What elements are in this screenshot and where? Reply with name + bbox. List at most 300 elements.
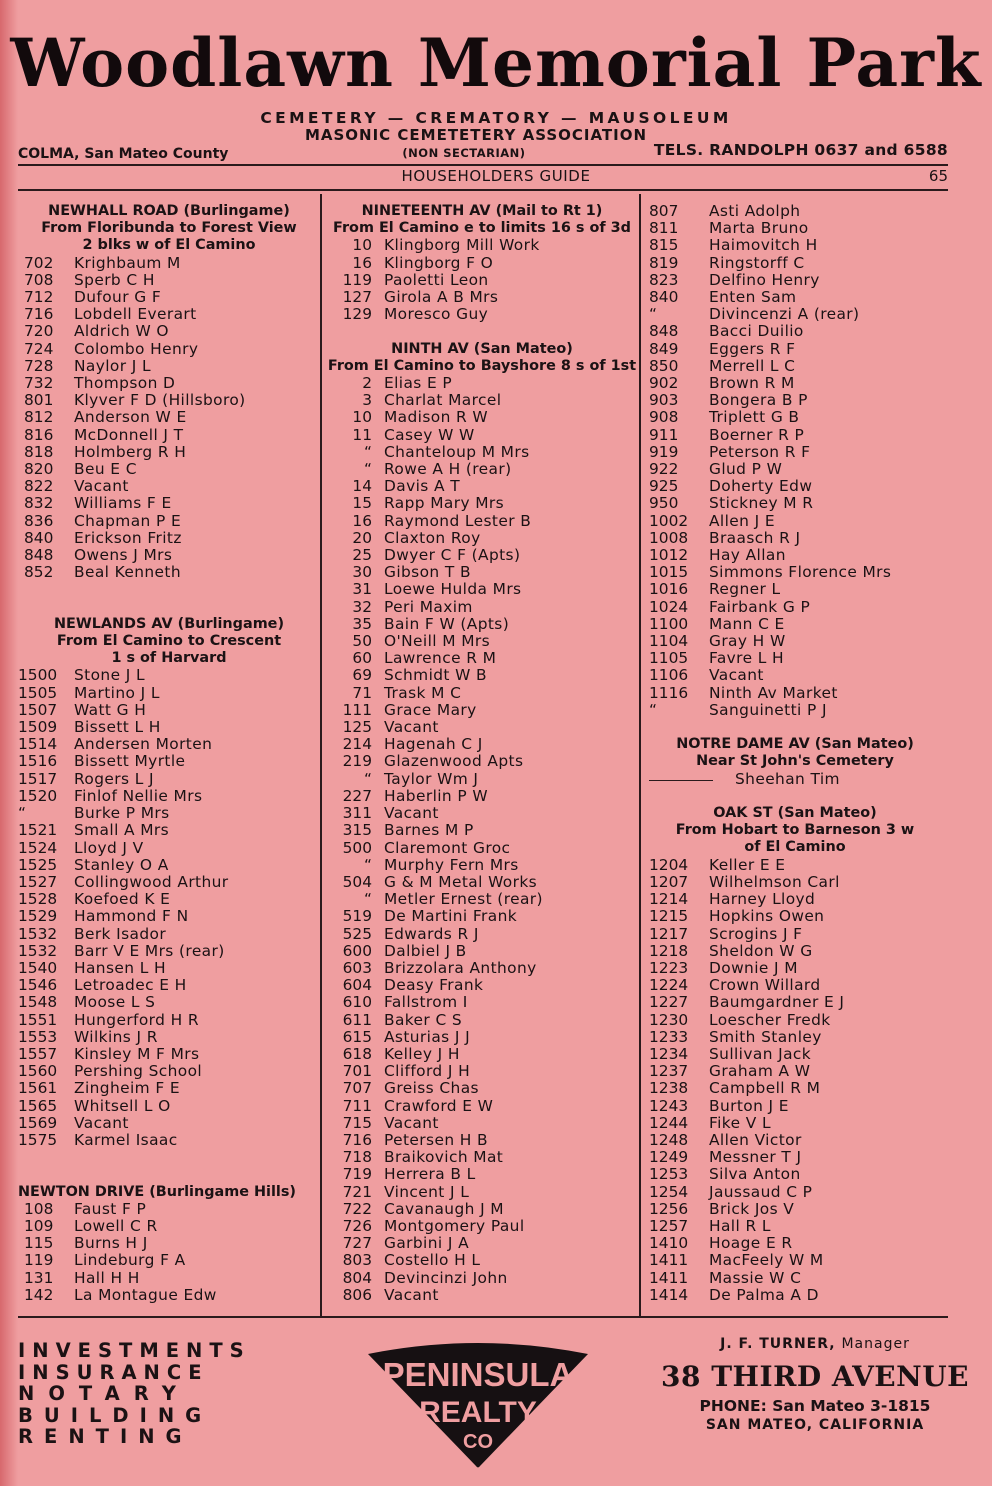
house-number: 1104 bbox=[649, 632, 689, 651]
section-spacer bbox=[645, 719, 945, 736]
directory-entry bbox=[18, 977, 320, 994]
house-number: 1256 bbox=[649, 1199, 689, 1218]
directory-entry bbox=[645, 306, 945, 323]
house-number: 727 bbox=[342, 1234, 372, 1253]
house-number: 1106 bbox=[649, 666, 689, 685]
resident-name: Moresco Guy bbox=[384, 305, 489, 324]
house-number: 1520 bbox=[18, 786, 58, 805]
house-number: 615 bbox=[342, 1027, 372, 1046]
logo-line-2: REALTY bbox=[419, 1396, 537, 1429]
directory-entry bbox=[326, 306, 638, 323]
directory-entry bbox=[645, 1149, 945, 1166]
resident-name: Paoletti Leon bbox=[384, 270, 489, 289]
resident-name: Favre L H bbox=[709, 649, 784, 668]
directory-entry bbox=[326, 1115, 638, 1132]
house-number: “ bbox=[364, 855, 372, 874]
house-number: 2 bbox=[362, 374, 372, 393]
resident-name: La Montague Edw bbox=[74, 1285, 217, 1304]
resident-name: Glazenwood Apts bbox=[384, 752, 524, 771]
street-heading: of El Camino bbox=[744, 839, 846, 856]
directory-entry bbox=[18, 289, 320, 306]
directory-entry bbox=[18, 771, 320, 788]
house-number: “ bbox=[649, 700, 657, 719]
directory-entry bbox=[326, 375, 638, 392]
resident-name: Cavanaugh J M bbox=[384, 1199, 504, 1218]
resident-name: Klingborg F O bbox=[384, 253, 494, 272]
resident-name: Devincinzi John bbox=[384, 1268, 508, 1287]
resident-name: Andersen Morten bbox=[74, 735, 213, 754]
directory-entry bbox=[18, 461, 320, 478]
banner-title: Woodlawn Memorial Park bbox=[10, 24, 982, 102]
house-number: 111 bbox=[342, 700, 372, 719]
directory-entry bbox=[18, 1012, 320, 1029]
resident-name: Delfino Henry bbox=[709, 270, 820, 289]
manager-line bbox=[660, 1336, 970, 1352]
service-item: NOTARY bbox=[18, 1382, 190, 1405]
directory-entry bbox=[326, 564, 638, 581]
directory-entry bbox=[645, 771, 945, 788]
house-number: 1244 bbox=[649, 1113, 689, 1132]
directory-entry bbox=[645, 392, 945, 409]
directory-entry bbox=[18, 392, 320, 409]
resident-name: Fike V L bbox=[709, 1113, 771, 1132]
house-number: 311 bbox=[342, 804, 372, 823]
resident-name: Barr V E Mrs (rear) bbox=[74, 941, 225, 960]
resident-name: Moose L S bbox=[74, 993, 156, 1012]
directory-entry bbox=[645, 960, 945, 977]
house-number: 836 bbox=[24, 511, 54, 530]
house-number: 848 bbox=[24, 546, 54, 565]
section-spacer bbox=[18, 1149, 320, 1183]
resident-name: Peterson R F bbox=[709, 442, 811, 461]
resident-name: Owens J Mrs bbox=[74, 546, 173, 565]
resident-name: Stickney M R bbox=[709, 494, 814, 513]
house-number: 30 bbox=[352, 563, 372, 582]
house-number: 1565 bbox=[18, 1096, 58, 1115]
directory-entry bbox=[18, 960, 320, 977]
house-number: 1575 bbox=[18, 1130, 58, 1149]
house-number: 811 bbox=[649, 219, 679, 238]
advertisement-footer bbox=[0, 1320, 992, 1486]
directory-entry bbox=[18, 495, 320, 512]
resident-name: Davis A T bbox=[384, 477, 460, 496]
house-number: 832 bbox=[24, 494, 54, 513]
directory-entry bbox=[18, 891, 320, 908]
directory-entry bbox=[18, 478, 320, 495]
house-number: 1557 bbox=[18, 1044, 58, 1063]
directory-entry bbox=[18, 1252, 320, 1269]
house-number: 50 bbox=[352, 632, 372, 651]
resident-name: Klingborg Mill Work bbox=[384, 236, 540, 255]
resident-name: Hammond F N bbox=[74, 907, 189, 926]
directory-entry bbox=[645, 1201, 945, 1218]
house-number: 1517 bbox=[18, 769, 58, 788]
house-number: 1560 bbox=[18, 1062, 58, 1081]
house-number: 125 bbox=[342, 718, 372, 737]
directory-entry bbox=[326, 1252, 638, 1269]
resident-name: Hay Allan bbox=[709, 546, 786, 565]
directory-entry bbox=[18, 375, 320, 392]
house-number: 822 bbox=[24, 477, 54, 496]
contact-block bbox=[660, 1336, 970, 1433]
directory-entry bbox=[18, 753, 320, 770]
resident-name: Vacant bbox=[74, 1113, 129, 1132]
house-number: 711 bbox=[342, 1096, 372, 1115]
resident-name: Metler Ernest (rear) bbox=[384, 890, 543, 909]
resident-name: Williams F E bbox=[74, 494, 172, 513]
house-number: 816 bbox=[24, 425, 54, 444]
resident-name: Burton J E bbox=[709, 1096, 789, 1115]
directory-entry bbox=[326, 237, 638, 254]
resident-name: Lawrence R M bbox=[384, 649, 497, 668]
directory-entry bbox=[326, 926, 638, 943]
directory-entry bbox=[326, 599, 638, 616]
house-number: 819 bbox=[649, 253, 679, 272]
house-number: 1116 bbox=[649, 683, 689, 702]
resident-name: Marta Bruno bbox=[709, 219, 809, 238]
resident-name: Kelley J H bbox=[384, 1044, 460, 1063]
directory-entry bbox=[645, 1166, 945, 1183]
directory-entry bbox=[645, 702, 945, 719]
directory-entry bbox=[326, 1149, 638, 1166]
directory-entry bbox=[645, 667, 945, 684]
resident-name: Hansen L H bbox=[74, 958, 166, 977]
house-number: 1217 bbox=[649, 924, 689, 943]
office-address: 38 THIRD AVENUE bbox=[660, 1360, 969, 1393]
directory-entry bbox=[645, 633, 945, 650]
resident-name: Brizzolara Anthony bbox=[384, 958, 537, 977]
resident-name: Keller E E bbox=[709, 855, 786, 874]
house-number: 1524 bbox=[18, 838, 58, 857]
street-heading: NEWTON DRIVE (Burlingame Hills) bbox=[18, 1183, 296, 1200]
resident-name: Hall R L bbox=[709, 1216, 771, 1235]
section-spacer bbox=[645, 788, 945, 805]
house-number: 119 bbox=[342, 270, 372, 289]
house-number: 852 bbox=[24, 563, 54, 582]
directory-entry bbox=[326, 753, 638, 770]
resident-name: Rapp Mary Mrs bbox=[384, 494, 505, 513]
directory-entry bbox=[645, 1029, 945, 1046]
logo-line-1: PENINSULA bbox=[382, 1356, 574, 1393]
house-number: 519 bbox=[342, 907, 372, 926]
resident-name: Grace Mary bbox=[384, 700, 477, 719]
house-number: 803 bbox=[342, 1251, 372, 1270]
house-number: 716 bbox=[24, 305, 54, 324]
house-number: 801 bbox=[24, 391, 54, 410]
house-number: 1521 bbox=[18, 821, 58, 840]
resident-name: Allen Victor bbox=[709, 1130, 802, 1149]
directory-entry bbox=[645, 1115, 945, 1132]
house-number: “ bbox=[649, 305, 657, 324]
resident-name: MacFeely W M bbox=[709, 1251, 824, 1270]
resident-name: Scrogins J F bbox=[709, 924, 803, 943]
resident-name: Finlof Nellie Mrs bbox=[74, 786, 203, 805]
resident-name: Beal Kenneth bbox=[74, 563, 181, 582]
house-number: 1012 bbox=[649, 546, 689, 565]
banner-non-sectarian: (NON SECTARIAN) bbox=[402, 146, 526, 160]
resident-name: Vacant bbox=[384, 804, 439, 823]
peninsula-realty-logo bbox=[362, 1338, 594, 1470]
directory-entry bbox=[18, 908, 320, 925]
house-number: 1207 bbox=[649, 872, 689, 891]
resident-name: Schmidt W B bbox=[384, 666, 488, 685]
directory-entry bbox=[326, 547, 638, 564]
directory-column-2 bbox=[326, 203, 638, 1304]
directory-entry bbox=[645, 1012, 945, 1029]
house-number: 109 bbox=[24, 1216, 54, 1235]
street-heading: NEWHALL ROAD (Burlingame) bbox=[48, 203, 290, 219]
house-number: 1514 bbox=[18, 735, 58, 754]
resident-name: Messner T J bbox=[709, 1148, 802, 1167]
directory-entry bbox=[645, 1287, 945, 1304]
directory-entry bbox=[18, 857, 320, 874]
resident-name: Hopkins Owen bbox=[709, 907, 825, 926]
resident-name: Burke P Mrs bbox=[74, 804, 170, 823]
house-number: 818 bbox=[24, 442, 54, 461]
directory-entry bbox=[18, 926, 320, 943]
house-number: 726 bbox=[342, 1216, 372, 1235]
house-number: 840 bbox=[24, 528, 54, 547]
service-item: INSURANCE bbox=[18, 1360, 209, 1384]
house-number: 11 bbox=[352, 425, 372, 444]
directory-entry bbox=[645, 495, 945, 512]
directory-entry bbox=[18, 840, 320, 857]
house-number: 1215 bbox=[649, 907, 689, 926]
house-number: 840 bbox=[649, 288, 679, 307]
house-number: 701 bbox=[342, 1062, 372, 1081]
resident-name: Merrell L C bbox=[709, 356, 796, 375]
directory-entry bbox=[326, 805, 638, 822]
house-number: 1253 bbox=[649, 1165, 689, 1184]
resident-name: Dufour G F bbox=[74, 288, 162, 307]
resident-name: Triplett G B bbox=[709, 408, 800, 427]
house-number: 806 bbox=[342, 1285, 372, 1304]
directory-entry bbox=[18, 272, 320, 289]
resident-name: Regner L bbox=[709, 580, 781, 599]
directory-entry bbox=[326, 874, 638, 891]
resident-name: Loewe Hulda Mrs bbox=[384, 580, 522, 599]
house-number: 1516 bbox=[18, 752, 58, 771]
directory-entry bbox=[645, 272, 945, 289]
resident-name: Gray H W bbox=[709, 632, 786, 651]
house-number: 604 bbox=[342, 976, 372, 995]
office-phone: PHONE: San Mateo 3-1815 bbox=[699, 1397, 931, 1415]
house-number: 849 bbox=[649, 339, 679, 358]
directory-entry bbox=[645, 220, 945, 237]
resident-name: O'Neill M Mrs bbox=[384, 632, 491, 651]
house-number: 732 bbox=[24, 374, 54, 393]
resident-name: Greiss Chas bbox=[384, 1079, 479, 1098]
directory-entry bbox=[326, 272, 638, 289]
directory-entry bbox=[18, 994, 320, 1011]
house-number: 922 bbox=[649, 460, 679, 479]
house-number: 1529 bbox=[18, 907, 58, 926]
house-number: 16 bbox=[352, 253, 372, 272]
street-heading: 1 s of Harvard bbox=[111, 650, 227, 667]
resident-name: Bongera B P bbox=[709, 391, 808, 410]
services-list bbox=[18, 1340, 251, 1448]
resident-name: Bain F W (Apts) bbox=[384, 614, 510, 633]
house-number: 600 bbox=[342, 941, 372, 960]
directory-entry bbox=[326, 616, 638, 633]
resident-name: Claxton Roy bbox=[384, 528, 481, 547]
house-number: 724 bbox=[24, 339, 54, 358]
house-number: 1002 bbox=[649, 511, 689, 530]
directory-entry bbox=[18, 805, 320, 822]
resident-name: Brown R M bbox=[709, 374, 795, 393]
house-number: 10 bbox=[352, 408, 372, 427]
directory-entry bbox=[645, 908, 945, 925]
directory-entry bbox=[18, 702, 320, 719]
resident-name: Madison R W bbox=[384, 408, 489, 427]
directory-entry bbox=[645, 358, 945, 375]
house-number: 823 bbox=[649, 270, 679, 289]
house-number: 908 bbox=[649, 408, 679, 427]
house-number: 721 bbox=[342, 1182, 372, 1201]
resident-name: De Martini Frank bbox=[384, 907, 518, 926]
directory-entry bbox=[326, 255, 638, 272]
resident-name: Divincenzi A (rear) bbox=[709, 305, 860, 324]
resident-name: Beu E C bbox=[74, 460, 137, 479]
directory-entry bbox=[326, 392, 638, 409]
directory-entry bbox=[326, 1080, 638, 1097]
directory-entry bbox=[18, 719, 320, 736]
resident-name: G & M Metal Works bbox=[384, 872, 538, 891]
directory-entry bbox=[326, 1029, 638, 1046]
house-number: 15 bbox=[352, 494, 372, 513]
directory-entry bbox=[326, 1012, 638, 1029]
resident-name: Colombo Henry bbox=[74, 339, 199, 358]
resident-name: Sperb C H bbox=[74, 270, 155, 289]
directory-entry bbox=[645, 1063, 945, 1080]
resident-name: Elias E P bbox=[384, 374, 453, 393]
directory-entry bbox=[645, 650, 945, 667]
directory-entry bbox=[18, 822, 320, 839]
directory-entry bbox=[645, 530, 945, 547]
resident-name: Vacant bbox=[384, 718, 439, 737]
resident-name: Bacci Duilio bbox=[709, 322, 804, 341]
house-number: 702 bbox=[24, 253, 54, 272]
resident-name: Sheldon W G bbox=[709, 941, 813, 960]
resident-name: Zingheim F E bbox=[74, 1079, 180, 1098]
directory-entry bbox=[326, 1132, 638, 1149]
directory-entry bbox=[645, 1218, 945, 1235]
resident-name: Faust F P bbox=[74, 1199, 147, 1218]
house-number: 214 bbox=[342, 735, 372, 754]
house-number: 60 bbox=[352, 649, 372, 668]
street-heading: NINTH AV (San Mateo) bbox=[391, 340, 573, 357]
directory-entry bbox=[326, 1235, 638, 1252]
resident-name: Aldrich W O bbox=[74, 322, 169, 341]
house-number: 1411 bbox=[649, 1268, 689, 1287]
resident-name: Murphy Fern Mrs bbox=[384, 855, 519, 874]
directory-entry bbox=[18, 409, 320, 426]
house-number: 1532 bbox=[18, 941, 58, 960]
resident-name: Smith Stanley bbox=[709, 1027, 822, 1046]
directory-entry bbox=[645, 478, 945, 495]
directory-entry bbox=[645, 616, 945, 633]
directory-entry bbox=[18, 736, 320, 753]
column-divider bbox=[639, 194, 641, 1316]
directory-entry bbox=[18, 341, 320, 358]
house-number: 525 bbox=[342, 924, 372, 943]
resident-name: Crown Willard bbox=[709, 976, 821, 995]
directory-entry bbox=[326, 495, 638, 512]
house-number: 1540 bbox=[18, 958, 58, 977]
resident-name: Kinsley M F Mrs bbox=[74, 1044, 200, 1063]
house-number: 1233 bbox=[649, 1027, 689, 1046]
house-number: 611 bbox=[342, 1010, 372, 1029]
directory-entry bbox=[18, 1098, 320, 1115]
directory-entry bbox=[18, 323, 320, 340]
resident-name: Stanley O A bbox=[74, 855, 169, 874]
service-item: RENTING bbox=[18, 1425, 193, 1448]
house-number: 716 bbox=[342, 1130, 372, 1149]
house-number: 812 bbox=[24, 408, 54, 427]
resident-name: Raymond Lester B bbox=[384, 511, 532, 530]
resident-name: Haimovitch H bbox=[709, 236, 818, 255]
resident-name: Asti Adolph bbox=[709, 202, 801, 220]
house-number: 911 bbox=[649, 425, 679, 444]
street-heading: NINETEENTH AV (Mail to Rt 1) bbox=[361, 203, 603, 219]
resident-name: Casey W W bbox=[384, 425, 475, 444]
directory-entry bbox=[645, 994, 945, 1011]
directory-entry bbox=[18, 667, 320, 684]
directory-entry bbox=[326, 650, 638, 667]
banner-association: MASONIC CEMETETERY ASSOCIATION bbox=[304, 126, 648, 144]
footer-rule bbox=[18, 1316, 948, 1318]
directory-entry bbox=[645, 857, 945, 874]
directory-entry bbox=[326, 1166, 638, 1183]
office-city: SAN MATEO, CALIFORNIA bbox=[705, 1417, 925, 1433]
running-header: HOUSEHOLDERS GUIDE bbox=[401, 167, 591, 185]
street-heading: Near St John's Cemetery bbox=[696, 753, 894, 770]
directory-entry bbox=[645, 289, 945, 306]
directory-entry bbox=[326, 685, 638, 702]
directory-entry bbox=[326, 994, 638, 1011]
directory-entry bbox=[645, 1046, 945, 1063]
directory-entry bbox=[326, 736, 638, 753]
house-number: 227 bbox=[342, 786, 372, 805]
directory-entry bbox=[18, 1115, 320, 1132]
resident-name: Crawford E W bbox=[384, 1096, 494, 1115]
directory-entry bbox=[326, 513, 638, 530]
resident-name: Rowe A H (rear) bbox=[384, 460, 512, 479]
directory-entry bbox=[645, 977, 945, 994]
house-number: 1223 bbox=[649, 958, 689, 977]
resident-name: Braikovich Mat bbox=[384, 1148, 504, 1167]
manager-title: Manager bbox=[841, 1336, 910, 1352]
resident-name: Vacant bbox=[709, 666, 764, 685]
house-number: 1410 bbox=[649, 1234, 689, 1253]
directory-entry bbox=[326, 788, 638, 805]
house-number: 25 bbox=[352, 546, 372, 565]
house-number: 1204 bbox=[649, 855, 689, 874]
resident-name: Anderson W E bbox=[74, 408, 187, 427]
directory-entry bbox=[18, 788, 320, 805]
house-number: 14 bbox=[352, 477, 372, 496]
resident-name: Hoage E R bbox=[709, 1234, 793, 1253]
resident-name: Hagenah C J bbox=[384, 735, 483, 754]
directory-entry bbox=[326, 427, 638, 444]
directory-entry bbox=[326, 977, 638, 994]
resident-name: Jaussaud C P bbox=[709, 1182, 813, 1201]
street-heading: OAK ST (San Mateo) bbox=[713, 805, 877, 822]
directory-entry bbox=[326, 1063, 638, 1080]
directory-entry bbox=[18, 1235, 320, 1252]
service-item: BUILDING bbox=[18, 1403, 213, 1427]
directory-entry bbox=[645, 513, 945, 530]
